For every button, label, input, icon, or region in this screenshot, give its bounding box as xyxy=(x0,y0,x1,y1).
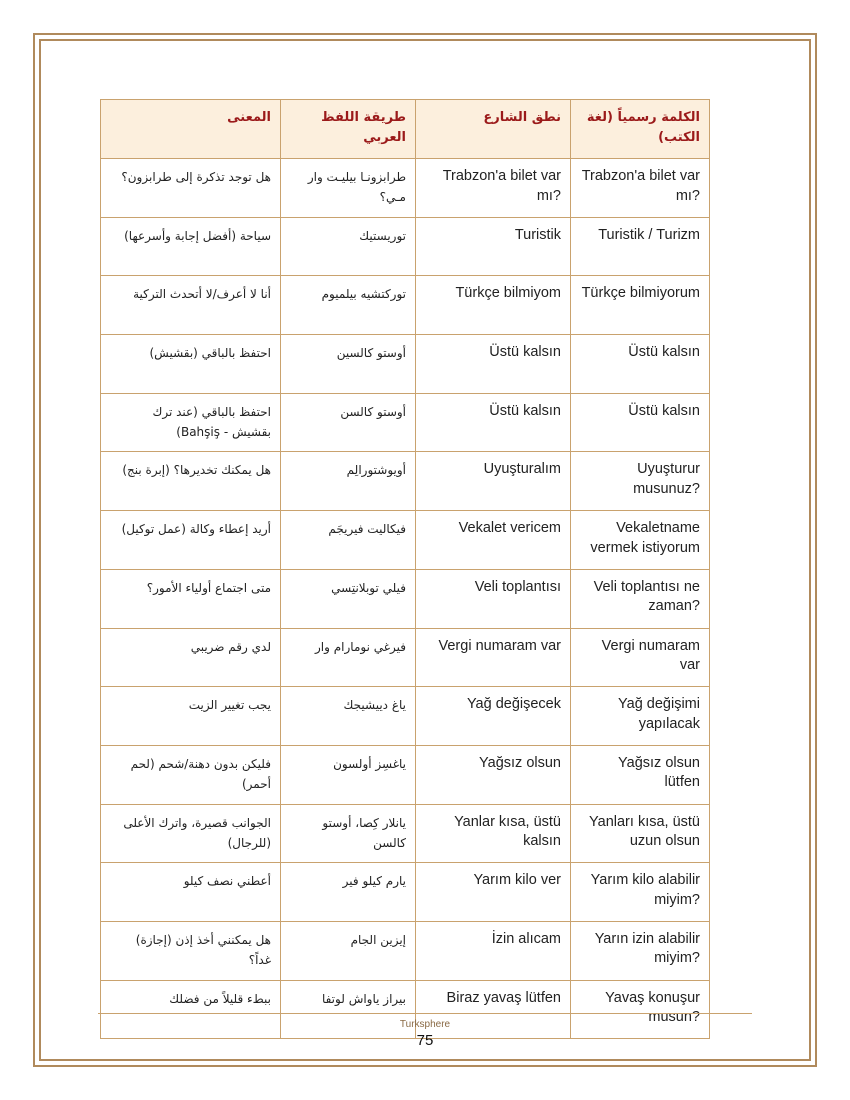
cell-arabic-pronunciation: فيرغي نومارام وار xyxy=(281,628,416,687)
cell-street-pronunciation: Vergi numaram var xyxy=(416,628,571,687)
table-row xyxy=(101,980,710,1039)
cell-street-pronunciation: Uyuşturalım xyxy=(416,452,571,511)
footer-divider xyxy=(98,1013,752,1014)
table-row xyxy=(101,804,710,863)
cell-arabic-pronunciation: توركتشيه بيلميوم xyxy=(281,276,416,335)
table-row xyxy=(101,569,710,628)
cell-street-pronunciation: Vekalet vericem xyxy=(416,511,571,570)
cell-arabic-pronunciation: أوستو كالسن xyxy=(281,393,416,452)
cell-formal-word: Yağ değişimi yapılacak xyxy=(571,687,710,746)
cell-street-pronunciation: Biraz yavaş lütfen xyxy=(416,980,571,1039)
cell-meaning: سياحة (أفضل إجابة وأسرعها) xyxy=(101,217,281,276)
cell-meaning: الجوانب قصيرة، واترك الأعلى (للرجال) xyxy=(101,804,281,863)
cell-arabic-pronunciation: طرابزونـا بيليـت وار مـي؟ xyxy=(281,159,416,218)
table-row xyxy=(101,217,710,276)
cell-meaning: هل توجد تذكرة إلى طرابزون؟ xyxy=(101,159,281,218)
cell-street-pronunciation: Yanlar kısa, üstü kalsın xyxy=(416,804,571,863)
table-row xyxy=(101,335,710,394)
table-row xyxy=(101,276,710,335)
cell-formal-word: Yağsız olsun lütfen xyxy=(571,745,710,804)
table-row xyxy=(101,452,710,511)
header-meaning: المعنى xyxy=(101,100,281,159)
cell-meaning: احتفظ بالباقي (بقشيش) xyxy=(101,335,281,394)
cell-formal-word: Yarın izin alabilir miyim? xyxy=(571,921,710,980)
table-row xyxy=(101,393,710,452)
cell-meaning: هل يمكنني أخذ إذن (إجازة) غداً؟ xyxy=(101,921,281,980)
table-header-row xyxy=(101,100,710,159)
cell-formal-word: Uyuşturur musunuz? xyxy=(571,452,710,511)
cell-arabic-pronunciation: إيزين الجام xyxy=(281,921,416,980)
cell-formal-word: Trabzon'a bilet var mı? xyxy=(571,159,710,218)
cell-formal-word: Yanları kısa, üstü uzun olsun xyxy=(571,804,710,863)
cell-street-pronunciation: Veli toplantısı xyxy=(416,569,571,628)
cell-street-pronunciation: Yarım kilo ver xyxy=(416,863,571,922)
cell-formal-word: Üstü kalsın xyxy=(571,393,710,452)
cell-arabic-pronunciation: ياغسِز أولسون xyxy=(281,745,416,804)
cell-arabic-pronunciation: يارم كيلو فير xyxy=(281,863,416,922)
table-row xyxy=(101,921,710,980)
page-number: 75 xyxy=(416,1032,434,1049)
table-row xyxy=(101,511,710,570)
cell-formal-word: Vekaletname vermek istiyorum xyxy=(571,511,710,570)
cell-arabic-pronunciation: ياغ دييشيجك xyxy=(281,687,416,746)
cell-arabic-pronunciation: يانلار كِصا، أوستو كالسن xyxy=(281,804,416,863)
cell-meaning: احتفظ بالباقي (عند ترك بقشيش - Bahşiş) xyxy=(101,393,281,452)
cell-formal-word: Veli toplantısı ne zaman? xyxy=(571,569,710,628)
cell-formal-word: Vergi numaram var xyxy=(571,628,710,687)
cell-meaning: يجب تغيير الزيت xyxy=(101,687,281,746)
table-row xyxy=(101,745,710,804)
cell-meaning: أعطني نصف كيلو xyxy=(101,863,281,922)
cell-arabic-pronunciation: فيكاليت فيريجَم xyxy=(281,511,416,570)
cell-street-pronunciation: Türkçe bilmiyom xyxy=(416,276,571,335)
footer-brand: Turksphere xyxy=(399,1019,451,1030)
vocabulary-table xyxy=(100,99,710,1039)
cell-arabic-pronunciation: أوستو كالسين xyxy=(281,335,416,394)
table-row xyxy=(101,687,710,746)
cell-formal-word: Yarım kilo alabilir miyim? xyxy=(571,863,710,922)
cell-formal-word: Üstü kalsın xyxy=(571,335,710,394)
cell-formal-word: Yavaş konuşur musun? xyxy=(571,980,710,1039)
cell-meaning: هل يمكنك تخديرها؟ (إبرة بنج) xyxy=(101,452,281,511)
cell-arabic-pronunciation: أويوشتورالِم xyxy=(281,452,416,511)
cell-street-pronunciation: İzin alıcam xyxy=(416,921,571,980)
cell-meaning: أنا لا أعرف/لا أتحدث التركية xyxy=(101,276,281,335)
cell-street-pronunciation: Üstü kalsın xyxy=(416,393,571,452)
cell-meaning: ببطء قليلاً من فضلك xyxy=(101,980,281,1039)
header-street-pronunciation: نطق الشارع xyxy=(416,100,571,159)
cell-arabic-pronunciation: فيلي توبلانتِسي xyxy=(281,569,416,628)
table-row xyxy=(101,863,710,922)
cell-meaning: لدي رقم ضريبي xyxy=(101,628,281,687)
cell-street-pronunciation: Yağ değişecek xyxy=(416,687,571,746)
cell-arabic-pronunciation: بيراز ياواش لوتفا xyxy=(281,980,416,1039)
cell-street-pronunciation: Turistik xyxy=(416,217,571,276)
cell-meaning: فليكن بدون دهنة/شحم (لحم أحمر) xyxy=(101,745,281,804)
table-row xyxy=(101,159,710,218)
cell-meaning: أريد إعطاء وكالة (عمل توكيل) xyxy=(101,511,281,570)
header-formal-word: الكلمة رسمياً (لغة الكتب) xyxy=(571,100,710,159)
cell-street-pronunciation: Üstü kalsın xyxy=(416,335,571,394)
table-row xyxy=(101,628,710,687)
cell-formal-word: Türkçe bilmiyorum xyxy=(571,276,710,335)
cell-meaning: متى اجتماع أولياء الأمور؟ xyxy=(101,569,281,628)
cell-street-pronunciation: Trabzon'a bilet var mı? xyxy=(416,159,571,218)
cell-arabic-pronunciation: توريستيك xyxy=(281,217,416,276)
header-arabic-pronunciation: طريقة اللفظ العربي xyxy=(281,100,416,159)
cell-street-pronunciation: Yağsız olsun xyxy=(416,745,571,804)
cell-formal-word: Turistik / Turizm xyxy=(571,217,710,276)
